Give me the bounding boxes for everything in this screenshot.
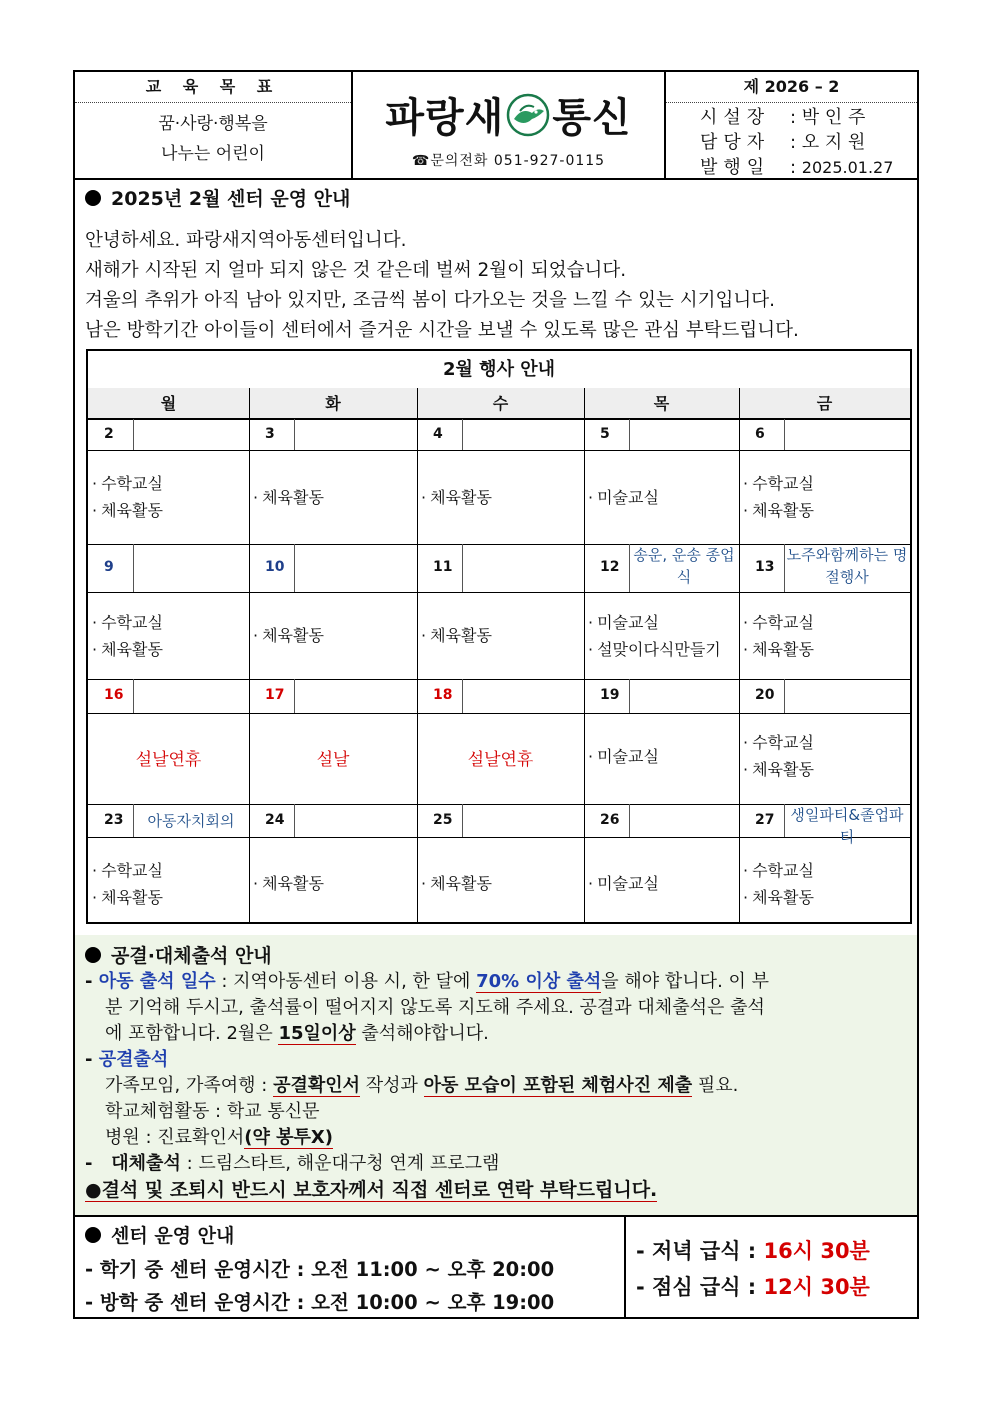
text: - 저녁 급식 :: [636, 1239, 764, 1263]
day-number-divider: [462, 419, 463, 450]
bullet-icon: [85, 190, 101, 206]
logo-box: [353, 72, 666, 178]
meal-times: [636, 1233, 870, 1305]
day-number-divider: [629, 419, 630, 450]
phone-number: ☎문의전화 051-927-0115: [411, 153, 606, 169]
activity-list: [92, 609, 163, 663]
activity-list: [588, 484, 659, 511]
day-number: 6: [755, 425, 765, 442]
family-photo: 아동 모습이 포함된 체험사진 제출: [423, 1075, 693, 1096]
activity-item: · 체육활동: [743, 636, 814, 663]
activity-item: · 체육활동: [421, 484, 492, 511]
activity-list: [253, 622, 324, 649]
family-doc: 공결확인서: [273, 1075, 361, 1096]
goal-line-1: 꿈·사랑·행복을: [158, 114, 268, 134]
activity-item: · 체육활동: [253, 870, 324, 897]
lunch-time-value: 12시 30분: [763, 1275, 870, 1299]
event-note: 노주와함께하는 명절행사: [786, 546, 908, 586]
column-divider: [584, 388, 585, 922]
activity-item: · 수학교실: [92, 470, 163, 497]
day-number: 20: [755, 687, 775, 703]
holiday-label: 설날연휴: [135, 750, 202, 770]
meta-value: 박 인 주: [801, 107, 866, 128]
goal-text: [75, 109, 351, 169]
intro-line: 남은 방학기간 아이들이 센터에서 즐거운 시간을 보낼 수 있도록 많은 관심 부탁드립니다.: [85, 320, 799, 341]
bluebird-logo-icon: [506, 93, 550, 137]
day-number-divider: [133, 544, 134, 592]
activity-list: [421, 622, 492, 649]
day-number-divider: [294, 544, 295, 592]
activity-list: [743, 729, 814, 783]
excused-heading: - 공결출석: [85, 1049, 169, 1070]
day-number: 24: [265, 811, 285, 828]
column-divider: [249, 388, 250, 922]
activity-item: · 체육활동: [253, 484, 324, 511]
issue-meta: [666, 105, 917, 180]
text: 필요.: [692, 1075, 739, 1096]
day-number-divider: [462, 804, 463, 837]
column-divider: [739, 388, 740, 922]
text: 에 포함합니다. 2월은: [105, 1023, 279, 1044]
section-title: [85, 1221, 234, 1248]
semester-hours: - 학기 중 센터 운영시간 : 오전 11:00 ~ 오후 20:00: [85, 1258, 555, 1281]
activity-item: · 미술교실: [588, 743, 659, 770]
bullet-icon: [85, 1227, 101, 1243]
excused-label: 공결출석: [98, 1049, 169, 1070]
day-number: 13: [755, 559, 775, 575]
activity-list: [743, 470, 814, 524]
activity-list: [588, 609, 721, 663]
operating-hours: [85, 1253, 554, 1319]
event-calendar: [86, 349, 912, 924]
text: : 드림스타트, 해운대구청 연계 프로그램: [180, 1153, 500, 1174]
day-number: 27: [755, 811, 775, 828]
activity-list: [421, 484, 492, 511]
weekday-header: 금: [739, 388, 910, 419]
holiday-label: 설날: [316, 750, 350, 770]
activity-item: · 수학교실: [92, 857, 163, 884]
meta-director: 시설장 : 박 인 주: [700, 107, 866, 128]
attendance-line-1: - 아동 출석 일수 : 지역아동센터 이용 시, 한 달에 70% 이상 출석을 해야 합니다. 이 부: [85, 971, 770, 992]
day-number: 5: [600, 425, 610, 442]
day-number: 18: [433, 687, 453, 703]
text: : 지역아동센터 이용 시, 한 달에: [215, 971, 477, 992]
section-title-text: 공결·대체출석 안내: [111, 945, 272, 967]
meta-value: 오 지 원: [801, 132, 866, 153]
goal-title: 교 육 목 표: [75, 72, 351, 103]
event-note: 송운, 운송 종업식: [633, 546, 735, 586]
day-number-divider: [294, 804, 295, 837]
attendance-line-2: 분 기억해 두시고, 출석률이 떨어지지 않도록 지도해 주세요. 공결과 대체출석은 출석: [105, 997, 765, 1018]
activity-list: [743, 857, 814, 911]
activity-list: [92, 470, 163, 524]
activity-item: · 체육활동: [421, 622, 492, 649]
activity-item: · 미술교실: [588, 870, 659, 897]
meta-key: 발행일: [700, 157, 771, 178]
activity-item: · 체육활동: [743, 756, 814, 783]
meta-date: 발행일 : 2025.01.27: [700, 157, 894, 178]
text: 가족모임, 가족여행 :: [105, 1075, 274, 1096]
attendance-days: 15일이상: [278, 1023, 356, 1044]
day-number-divider: [462, 544, 463, 592]
activity-item: · 미술교실: [588, 484, 659, 511]
activity-list: [743, 609, 814, 663]
activity-item: · 설맞이다식만들기: [588, 636, 721, 663]
warning-text: ●결석 및 조퇴시 반드시 보호자께서 직접 센터로 연락 부탁드립니다.: [85, 1179, 658, 1201]
activity-item: · 수학교실: [743, 609, 814, 636]
lunch-time: [636, 1269, 870, 1305]
weekday-header: 수: [417, 388, 584, 419]
intro-line: 겨울의 추위가 아직 남아 있지만, 조금씩 봄이 다가오는 것을 느낄 수 있는 시기입니다.: [85, 290, 775, 311]
meta-key: 담당자: [700, 132, 771, 153]
header: [75, 72, 917, 180]
day-number-divider: [629, 679, 630, 713]
day-number-divider: [784, 419, 785, 450]
day-number: 16: [104, 687, 124, 703]
section-title-text: 센터 운영 안내: [111, 1225, 235, 1247]
text: 출석해야합니다.: [355, 1023, 489, 1044]
weekday-header: 화: [249, 388, 417, 419]
hours-box: [75, 1215, 626, 1319]
day-number: 9: [104, 559, 114, 575]
education-goal-box: [75, 72, 353, 178]
hospital-note: (약 봉투X): [244, 1127, 333, 1148]
text: - 점심 급식 :: [636, 1275, 764, 1299]
activity-item: · 체육활동: [92, 636, 163, 663]
issue-box: [666, 72, 917, 178]
attendance-highlight: 70% 이상 출석: [476, 971, 602, 992]
substitute-line: - 대체출석 : 드림스타트, 해운대구청 연계 프로그램: [85, 1153, 500, 1174]
day-number: 11: [433, 559, 453, 575]
school-line: 학교체험활동 : 학교 통신문: [105, 1101, 320, 1122]
activity-list: [253, 484, 324, 511]
center-info-section: [75, 1215, 917, 1319]
meta-value: 2025.01.27: [801, 158, 894, 177]
attendance-body: [85, 969, 911, 1203]
activity-item: · 체육활동: [253, 622, 324, 649]
day-number-divider: [133, 679, 134, 713]
day-number: 4: [433, 425, 443, 442]
section-title: [85, 941, 272, 968]
day-number: 19: [600, 687, 620, 703]
hospital-line: [85, 1125, 911, 1151]
substitute-label: 대체출석: [111, 1153, 181, 1174]
attendance-line-3: [85, 1021, 911, 1047]
day-number: 3: [265, 425, 275, 442]
activity-list: [253, 870, 324, 897]
activity-item: · 수학교실: [743, 470, 814, 497]
text: 작성과: [360, 1075, 424, 1096]
row-divider: [88, 450, 910, 451]
day-number-divider: [629, 804, 630, 837]
activity-list: [421, 870, 492, 897]
meal-box: [626, 1215, 917, 1319]
day-number: 25: [433, 811, 453, 828]
activity-item: · 체육활동: [421, 870, 492, 897]
weekday-header: 월: [88, 388, 249, 419]
activity-item: · 수학교실: [743, 857, 814, 884]
family-line: [85, 1073, 911, 1099]
day-number: 12: [600, 559, 620, 575]
row-divider: [88, 713, 910, 714]
activity-item: · 수학교실: [92, 609, 163, 636]
section-title-text: 2025년 2월 센터 운영 안내: [111, 188, 351, 210]
activity-item: · 체육활동: [743, 497, 814, 524]
day-number-divider: [294, 679, 295, 713]
event-note: 생일파티&졸업파티: [790, 806, 904, 846]
activity-item: · 미술교실: [588, 609, 721, 636]
logo-text-2: 통신: [552, 95, 632, 141]
logo-text-1: 파랑새: [385, 95, 505, 141]
vacation-hours: - 방학 중 센터 운영시간 : 오전 10:00 ~ 오후 19:00: [85, 1291, 555, 1314]
row-divider: [88, 419, 910, 420]
attendance-label: 아동 출석 일수: [98, 971, 216, 992]
section-title: [85, 184, 350, 211]
holiday-label: 설날연휴: [467, 750, 534, 770]
day-number: 10: [265, 559, 285, 575]
goal-line-2: 나누는 어린이: [161, 144, 265, 164]
row-divider: [88, 679, 910, 680]
operation-notice-section: [75, 178, 917, 937]
activity-item: · 수학교실: [743, 729, 814, 756]
day-number: 2: [104, 425, 114, 442]
activity-list: [92, 857, 163, 911]
text: 병원 : 진료확인서: [105, 1127, 245, 1148]
event-note: 아동자치회의: [147, 811, 235, 830]
day-number-divider: [294, 419, 295, 450]
issue-number: 제 2026 – 2: [666, 72, 917, 103]
newsletter-sheet: [73, 70, 919, 1319]
activity-item: · 체육활동: [92, 884, 163, 911]
contact-warning: [85, 1177, 911, 1203]
logo: [353, 86, 664, 143]
day-number: 26: [600, 811, 620, 828]
day-number: 23: [104, 811, 124, 828]
activity-item: · 체육활동: [92, 497, 163, 524]
activity-item: · 체육활동: [743, 884, 814, 911]
calendar-title: 2월 행사 안내: [88, 351, 910, 389]
intro-line: 새해가 시작된 지 얼마 되지 않은 것 같은데 벌써 2월이 되었습니다.: [85, 260, 627, 281]
intro-line: 안녕하세요. 파랑새지역아동센터입니다.: [85, 230, 407, 251]
attendance-section: [75, 935, 917, 1217]
text: 을 해야 합니다. 이 부: [601, 971, 770, 992]
intro-text: [85, 226, 799, 346]
dinner-time-value: 16시 30분: [763, 1239, 870, 1263]
weekday-header: 목: [584, 388, 739, 419]
activity-list: [588, 870, 659, 897]
meta-key: 시설장: [700, 107, 771, 128]
column-divider: [417, 388, 418, 922]
day-number-divider: [784, 679, 785, 713]
row-divider: [88, 592, 910, 593]
day-number-divider: [133, 419, 134, 450]
meta-manager: 담당자 : 오 지 원: [700, 132, 866, 153]
activity-list: [588, 743, 659, 770]
day-number-divider: [462, 679, 463, 713]
dinner-time: [636, 1233, 870, 1269]
day-number: 17: [265, 687, 285, 703]
bullet-icon: [85, 947, 101, 963]
